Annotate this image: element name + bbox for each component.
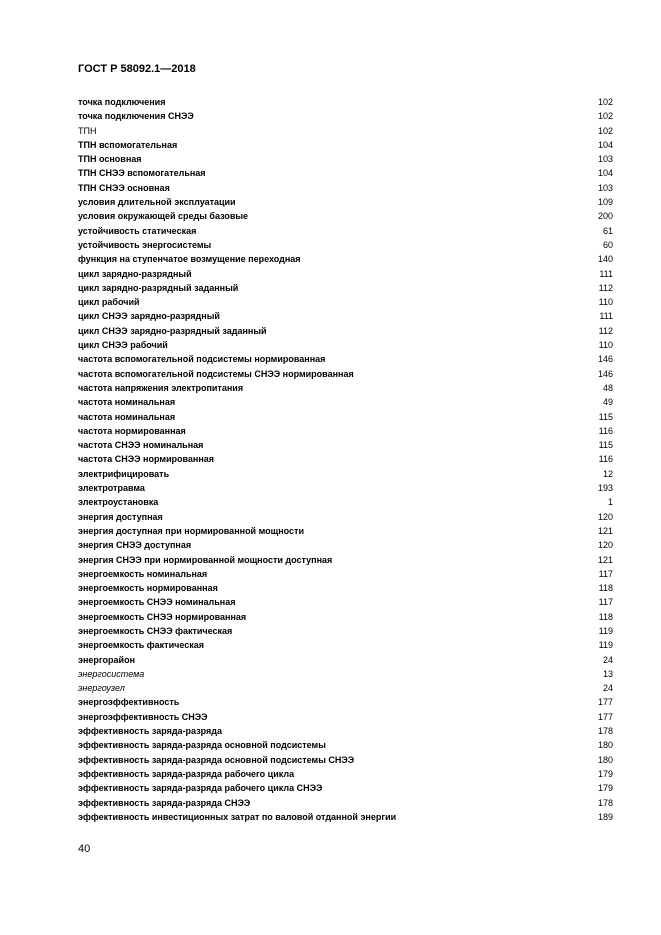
index-entry (78, 781, 613, 795)
index-entry (78, 467, 613, 481)
index-page-ref: 178 (597, 797, 613, 808)
index-page-ref: 146 (597, 354, 613, 365)
index-page-ref: 104 (597, 139, 613, 150)
index-entry (78, 524, 613, 538)
index-page-ref: 24 (602, 654, 613, 665)
index-term: электроустановка (78, 497, 159, 508)
index-entry (78, 553, 613, 567)
index-entry (78, 395, 613, 409)
index-term: частота вспомогательной подсистемы СНЭЭ нормированная (78, 368, 354, 379)
index-page-ref: 180 (597, 754, 613, 765)
index-page-ref: 179 (597, 768, 613, 779)
index-term: частота вспомогательной подсистемы нормированная (78, 354, 326, 365)
index-term: эффективность заряда-разряда СНЭЭ (78, 797, 251, 808)
index-term: цикл СНЭЭ зарядно-разрядный (78, 311, 220, 322)
index-entry (78, 267, 613, 281)
index-entry (78, 796, 613, 810)
index-entry (78, 410, 613, 424)
index-page-ref: 112 (598, 282, 613, 293)
index-term: эффективность инвестиционных затрат по валовой отданной энергии (78, 811, 397, 822)
index-entry (78, 581, 613, 595)
index-term: энергия доступная при нормированной мощности (78, 525, 304, 536)
index-entry (78, 653, 613, 667)
index-term: электрифицировать (78, 468, 170, 479)
index-term: частота номинальная (78, 397, 176, 408)
index-page-ref: 121 (597, 525, 613, 536)
index-entry (78, 610, 613, 624)
index-entry (78, 166, 613, 180)
index-entry (78, 238, 613, 252)
index-entry (78, 438, 613, 452)
index-entry (78, 738, 613, 752)
index-term: точка подключения СНЭЭ (78, 111, 194, 122)
index-term: частота номинальная (78, 411, 176, 422)
index-page-ref: 60 (602, 239, 613, 250)
index-term: энергоемкость номинальная (78, 568, 208, 579)
index-term: устойчивость статическая (78, 225, 197, 236)
index-entry (78, 810, 613, 824)
index-term: электротравма (78, 483, 145, 494)
index-page-ref: 180 (597, 740, 613, 751)
index-page-ref: 116 (598, 454, 613, 465)
index-page-ref: 178 (597, 726, 613, 737)
index-entry (78, 753, 613, 767)
index-term: ТПН СНЭЭ основная (78, 182, 170, 193)
index-page-ref: 200 (597, 211, 613, 222)
index-page-ref: 111 (599, 311, 613, 322)
index-entry (78, 424, 613, 438)
index-entry (78, 209, 613, 223)
index-term: частота напряжения электропитания (78, 382, 244, 393)
index-page-ref: 118 (598, 611, 613, 622)
index-entry (78, 124, 613, 138)
index-page-ref: 111 (599, 268, 613, 279)
page-number: 40 (78, 843, 91, 855)
index-entry (78, 381, 613, 395)
index-entry (78, 638, 613, 652)
index-page-ref: 13 (602, 668, 613, 679)
index-page-ref: 140 (597, 254, 613, 265)
index-entry (78, 338, 613, 352)
index-term: ТПН вспомогательная (78, 139, 178, 150)
index-page-ref: 103 (597, 154, 613, 165)
index-entry (78, 195, 613, 209)
index-term: эффективность заряда-разряда основной подсистемы СНЭЭ (78, 754, 355, 765)
index-entry (78, 595, 613, 609)
index-page-ref: 102 (597, 125, 613, 136)
index-entry (78, 681, 613, 695)
index-entry (78, 224, 613, 238)
index-page-ref: 120 (597, 511, 613, 522)
index-entry (78, 324, 613, 338)
index-term: эффективность заряда-разряда рабочего цикла СНЭЭ (78, 783, 323, 794)
index-term: энергоузел (78, 683, 125, 694)
index-page-ref: 189 (597, 811, 613, 822)
index-page-ref: 112 (598, 325, 613, 336)
index-page-ref: 177 (597, 711, 613, 722)
index-page-ref: 103 (597, 182, 613, 193)
index-entry (78, 367, 613, 381)
index-term: энергосистема (78, 668, 145, 679)
index-term: эффективность заряда-разряда основной подсистемы (78, 740, 326, 751)
index-term: условия окружающей среды базовые (78, 211, 249, 222)
index-page-ref: 49 (602, 397, 613, 408)
index-term: энергоемкость фактическая (78, 640, 204, 651)
index-page-ref: 193 (597, 483, 613, 494)
index-entry (78, 481, 613, 495)
index-entry (78, 109, 613, 123)
index-page-ref: 116 (598, 425, 613, 436)
index-term: энергоэффективность (78, 697, 180, 708)
index-page-ref: 177 (597, 697, 613, 708)
index-term: энергия СНЭЭ доступная (78, 540, 192, 551)
index-page-ref: 117 (598, 597, 613, 608)
index-term: ТПН (78, 125, 97, 136)
index-term: условия длительной эксплуатации (78, 197, 236, 208)
document-header: ГОСТ Р 58092.1—2018 (78, 63, 196, 75)
index-page-ref: 117 (598, 568, 613, 579)
index-entry (78, 695, 613, 709)
index-term: частота нормированная (78, 425, 186, 436)
index-entry (78, 667, 613, 681)
index-page-ref: 115 (598, 411, 613, 422)
index-entry (78, 510, 613, 524)
index-term: энергоемкость СНЭЭ нормированная (78, 611, 247, 622)
index-entry (78, 252, 613, 266)
index-entry (78, 710, 613, 724)
index-page-ref: 119 (598, 640, 613, 651)
index-entry (78, 152, 613, 166)
index-page-ref: 102 (597, 97, 613, 107)
index-term: энергия СНЭЭ при нормированной мощности доступная (78, 554, 333, 565)
index-page-ref: 179 (597, 783, 613, 794)
index-term: частота СНЭЭ номинальная (78, 440, 204, 451)
index-page-ref: 118 (598, 583, 613, 594)
index-entry (78, 138, 613, 152)
index-entry (78, 624, 613, 638)
index-term: эффективность заряда-разряда (78, 726, 222, 737)
index-term: энергоемкость СНЭЭ фактическая (78, 625, 233, 636)
index-page-ref: 104 (597, 168, 613, 179)
index-term: цикл СНЭЭ зарядно-разрядный заданный (78, 325, 267, 336)
index-term: энергия доступная (78, 511, 163, 522)
index-page-ref: 1 (607, 497, 613, 508)
index-term: эффективность заряда-разряда рабочего цикла (78, 768, 295, 779)
index-term: точка подключения (78, 97, 166, 107)
index-page-ref: 146 (597, 368, 613, 379)
index-page-ref: 115 (598, 440, 613, 451)
index-term: устойчивость энергосистемы (78, 239, 212, 250)
index-term: цикл зарядно-разрядный (78, 268, 192, 279)
index-page-ref: 109 (597, 197, 613, 208)
index-term: цикл зарядно-разрядный заданный (78, 282, 239, 293)
index-entry (78, 181, 613, 195)
index-page-ref: 12 (602, 468, 613, 479)
index-page-ref: 121 (597, 554, 613, 565)
index-term: ТПН СНЭЭ вспомогательная (78, 168, 206, 179)
index-term: энергорайон (78, 654, 136, 665)
index-term: ТПН основная (78, 154, 142, 165)
index-entry (78, 95, 613, 109)
index-entry (78, 538, 613, 552)
index-entry (78, 767, 613, 781)
index-page-ref: 119 (598, 625, 613, 636)
index-term: энергоэффективность СНЭЭ (78, 711, 208, 722)
index-term: частота СНЭЭ нормированная (78, 454, 215, 465)
index-term: энергоемкость нормированная (78, 583, 218, 594)
index-page-ref: 48 (602, 382, 613, 393)
index-entry (78, 567, 613, 581)
index-page-ref: 61 (602, 225, 613, 236)
index-term: энергоемкость СНЭЭ номинальная (78, 597, 236, 608)
index-term: цикл СНЭЭ рабочий (78, 340, 168, 351)
index-page-ref: 24 (602, 683, 613, 694)
index-entry (78, 352, 613, 366)
index-page-ref: 102 (597, 111, 613, 122)
index-entry (78, 309, 613, 323)
index-entry (78, 281, 613, 295)
index-entry (78, 295, 613, 309)
index-entry (78, 452, 613, 466)
index-page-ref: 110 (598, 340, 613, 351)
index-page-ref: 120 (597, 540, 613, 551)
index-page-ref: 110 (598, 297, 613, 308)
index-term: функция на ступенчатое возмущение переходная (78, 254, 301, 265)
index-entry (78, 495, 613, 509)
index-term: цикл рабочий (78, 297, 140, 308)
index-entry (78, 724, 613, 738)
term-index (78, 95, 613, 824)
